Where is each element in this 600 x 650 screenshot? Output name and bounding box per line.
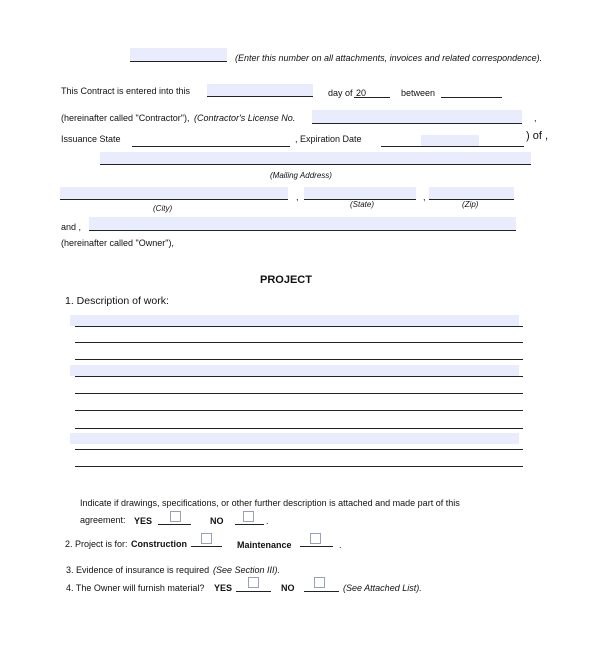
of-label: ) of , (526, 130, 549, 142)
license-label: (Contractor's License No. (194, 113, 296, 123)
material-yes-line (236, 591, 271, 592)
description-label: 1. Description of work: (65, 295, 169, 307)
material-yes-checkbox[interactable] (248, 577, 259, 588)
construction-line (191, 546, 222, 547)
agreement-no-line (235, 524, 264, 525)
agreement-no-label: NO (210, 516, 224, 526)
maintenance-label: Maintenance (237, 540, 292, 550)
agreement-period: . (266, 516, 269, 526)
license-comma: , (534, 113, 537, 123)
contract-entered-text: This Contract is entered into this (61, 86, 191, 96)
construction-label: Construction (131, 539, 187, 549)
insurance-text: 3. Evidence of insurance is required (66, 565, 210, 575)
material-no-label: NO (281, 583, 295, 593)
maintenance-checkbox[interactable] (310, 533, 321, 544)
entered-date-field[interactable] (207, 84, 313, 97)
material-yes-label: YES (214, 583, 233, 593)
construction-checkbox[interactable] (201, 533, 212, 544)
material-label: 4. The Owner will furnish material? (66, 583, 205, 593)
issuance-state-field[interactable] (132, 146, 290, 147)
contractor-called-text: (hereinafter called "Contractor"), (61, 113, 190, 123)
state-field[interactable] (304, 187, 416, 200)
license-number-field[interactable] (312, 110, 522, 124)
zip-field[interactable] (429, 187, 514, 200)
between-label: between (401, 88, 436, 98)
mailing-address-label: (Mailing Address) (270, 171, 332, 180)
agreement-yes-label: YES (134, 516, 153, 526)
agreement-yes-checkbox[interactable] (170, 511, 181, 522)
maintenance-line (300, 546, 333, 547)
project-for-label: 2. Project is for: (65, 539, 128, 549)
expiration-date-field[interactable] (381, 146, 524, 147)
city-field[interactable] (60, 187, 288, 200)
contract-number-note: (Enter this number on all attachments, invoices and related correspondence). (235, 53, 543, 63)
issuance-state-label: Issuance State (61, 134, 121, 144)
agreement-yes-line (158, 524, 191, 525)
city-comma: , (296, 192, 299, 202)
between-field[interactable] (441, 97, 502, 98)
project-heading: PROJECT (260, 274, 312, 286)
material-no-checkbox[interactable] (314, 577, 325, 588)
attached-description-text: Indicate if drawings, specifications, or other further description is attached and made part of this (80, 498, 460, 508)
agreement-no-checkbox[interactable] (243, 511, 254, 522)
expiration-date-fill (421, 135, 479, 146)
owner-called-text: (hereinafter called "Owner"), (61, 238, 174, 248)
year-prefix: 20 (356, 88, 367, 98)
mailing-address-field[interactable] (100, 152, 531, 165)
zip-label: (Zip) (462, 200, 479, 209)
state-comma: , (423, 192, 426, 202)
contract-number-field[interactable] (130, 48, 227, 62)
and-label: and , (61, 222, 82, 232)
day-of-label: day of (328, 88, 353, 98)
owner-field[interactable] (89, 217, 516, 231)
city-label: (City) (153, 204, 173, 213)
expiration-date-label: , Expiration Date (295, 134, 362, 144)
agreement-label: agreement: (80, 515, 126, 525)
material-no-line (304, 591, 339, 592)
state-label: (State) (350, 200, 375, 209)
project-for-period: . (339, 540, 342, 550)
insurance-ref: (See Section III). (213, 565, 281, 575)
year-field[interactable] (354, 97, 390, 98)
attached-list-ref: (See Attached List). (343, 583, 422, 593)
